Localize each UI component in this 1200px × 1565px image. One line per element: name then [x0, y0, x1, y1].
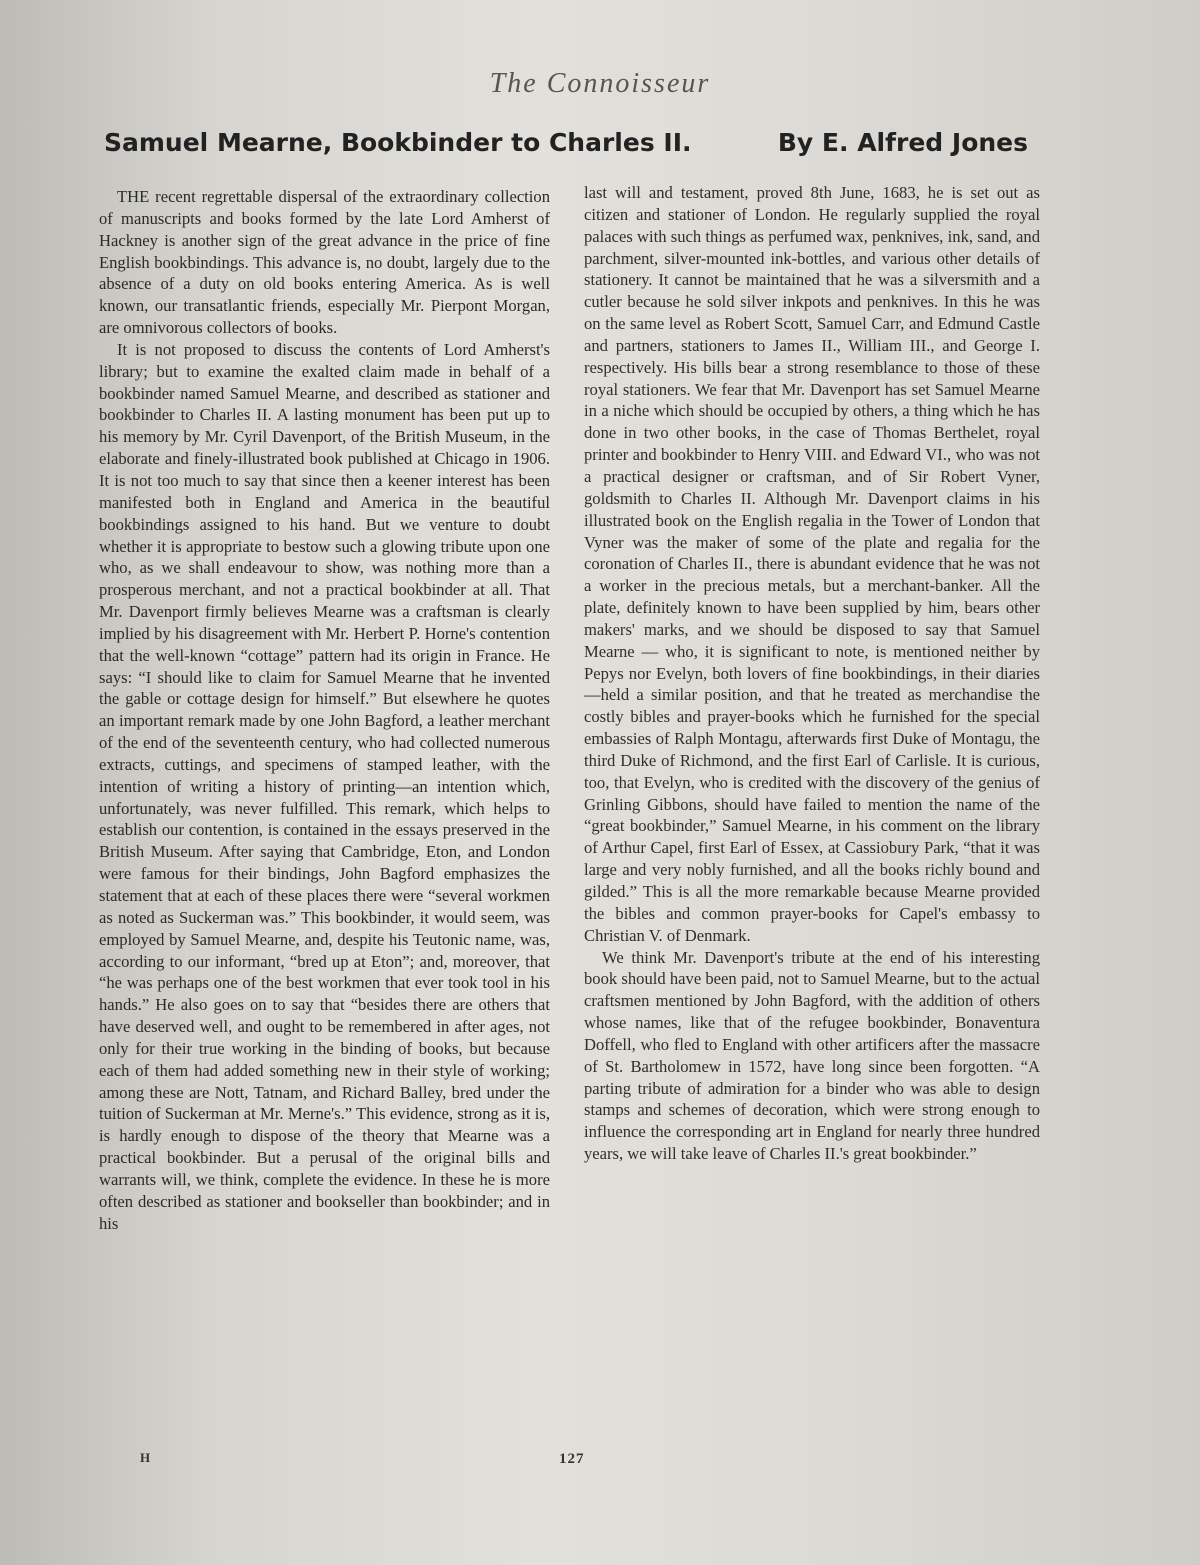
paragraph-opening: [99, 186, 550, 339]
article-author: By E. Alfred Jones: [777, 128, 1028, 157]
running-head: The Connoisseur: [489, 68, 711, 99]
right-text-column: [584, 182, 1040, 1165]
left-text-column: [99, 186, 550, 1235]
opening-text: recent regrettable dispersal of the extraordinary collection of manuscripts and books formed by the late Lord Amherst of Hackney is another sign of the great advance in the price of fine English bookbindings. This advance is, no doubt, largely due to the absence of a duty on old books entering America. As is well known, our transatlantic friends, especially Mr. Pierpont Morgan, are omnivorous collectors of books.: [99, 187, 550, 338]
paragraph-body: It is not proposed to discuss the contents of Lord Amherst's library; but to examine the exalted claim made in behalf of a bookbinder named Samuel Mearne, and described as stationer and bookbinder to Charles II. A lasting monument has been put up to his memory by Mr. Cyril Davenport, of the British Museum, in the elaborate and finely-illustrated book published at Chicago in 1906. It is not too much to say that since then a keener interest has been manifested both in England and America in the beautiful bookbindings assigned to his hand. But we venture to doubt whether it is appropriate to bestow such a glowing tribute upon one who, as we shall endeavour to show, was nothing more than a prosperous merchant, and not a practical bookbinder at all. That Mr. Davenport firmly believes Mearne was a craftsman is clearly implied by his disagreement with Mr. Herbert P. Horne's contention that the well-known “cottage” pattern had its origin in France. He says: “I should like to claim for Samuel Mearne that he invented the gable or cottage design for himself.” But elsewhere he quotes an important remark made by one John Bagford, a leather merchant of the end of the seventeenth century, who had collected numerous extracts, cuttings, and specimens of stamped leather, with the intention of writing a history of printing—an intention which, unfortunately, was never fulfilled. This remark, which helps to establish our contention, is contained in the essays preserved in the British Museum. After saying that Cambridge, Eton, and London were famous for their bindings, John Bagford emphasizes the statement that at each of these places there were “several workmen as noted as Suckerman was.” This bookbinder, it would seem, was employed by Samuel Mearne, and, despite his Teutonic name, was, according to our informant, “bred up at Eton”; and, moreover, that “he was perhaps one of the best workmen that ever took tool in his hands.” He also goes on to say that “besides there are others that have deserved well, and ought to be remembered in after ages, not only for their true working in the binding of books, but because each of them had added something new in their style of working; among these are Nott, Tatnam, and Richard Balley, bred under the tuition of Suckerman at Mr. Merne's.” This evidence, strong as it is, is hardly enough to dispose of the theory that Mearne was a practical bookbinder. But a perusal of the original bills and warrants will, we think, complete the evidence. In these he is more often described as stationer and bookseller than bookbinder; and in his: [99, 339, 550, 1233]
signature-mark: H: [140, 1450, 151, 1465]
paragraph-closing: We think Mr. Davenport's tribute at the end of his interesting book should have been paid, not to Samuel Mearne, but to the actual craftsmen mentioned by John Bagford, with the addition of others whose names, like that of the refugee bookbinder, Bonaventura Doffell, who fled to England with other artificers after the massacre of St. Bartholomew in 1572, have long since been forgotten. “A parting tribute of admiration for a binder who was able to design stamps and schemes of decoration, which were strong enough to influence the corresponding art in England for nearly three hundred years, we will take leave of Charles II.'s great bookbinder.”: [584, 947, 1040, 1164]
opening-word: THE: [117, 187, 150, 206]
page-number: 127: [559, 1451, 585, 1467]
article-title: Samuel Mearne, Bookbinder to Charles II.: [104, 128, 692, 157]
paragraph-continued: last will and testament, proved 8th June, 1683, he is set out as citizen and stationer of London. He regularly supplied the royal palaces with such things as perfumed wax, penknives, ink, sand, and parchment, silver-mounted ink-bottles, and various other details of stationery. It cannot be maintained that he was a silversmith and a cutler because he sold silver inkpots and penknives. In this he was on the same level as Robert Scott, Samuel Carr, and Edmund Castle and partners, stationers to James II., William III., and George I. respectively. His bills bear a strong resemblance to those of these royal stationers. We fear that Mr. Davenport has set Samuel Mearne in a niche which should be occupied by others, a thing which he has done in two other books, in the case of Thomas Berthelet, royal printer and bookbinder to Henry VIII. and Edward VI., who was not a practical designer or craftsman, and of Sir Robert Vyner, goldsmith to Charles II. Although Mr. Davenport claims in his illustrated book on the English regalia in the Tower of London that Vyner was the maker of some of the plate and regalia for the coronation of Charles II., there is abundant evidence that he was not a worker in the precious metals, but a merchant-banker. All the plate, definitely known to have been supplied by him, bears other makers' marks, and we should be disposed to say that Samuel Mearne — who, it is significant to note, is mentioned neither by Pepys nor Evelyn, both lovers of fine bookbindings, in their diaries —held a similar position, and that he treated as merchandise the costly bibles and prayer-books which he furnished for the special embassies of Ralph Montagu, afterwards first Duke of Montagu, the third Duke of Richmond, and the first Earl of Carlisle. It is curious, too, that Evelyn, who is credited with the discovery of the genius of Grinling Gibbons, should have failed to mention the name of the “great bookbinder,” Samuel Mearne, in his comment on the library of Arthur Capel, first Earl of Essex, at Cassiobury Park, “that it was large and very nobly furnished, and all the books richly bound and gilded.” This is all the more remarkable because Mearne provided the bibles and common prayer-books for Capel's embassy to Christian V. of Denmark.: [584, 183, 1040, 945]
article-heading: [104, 128, 1028, 157]
